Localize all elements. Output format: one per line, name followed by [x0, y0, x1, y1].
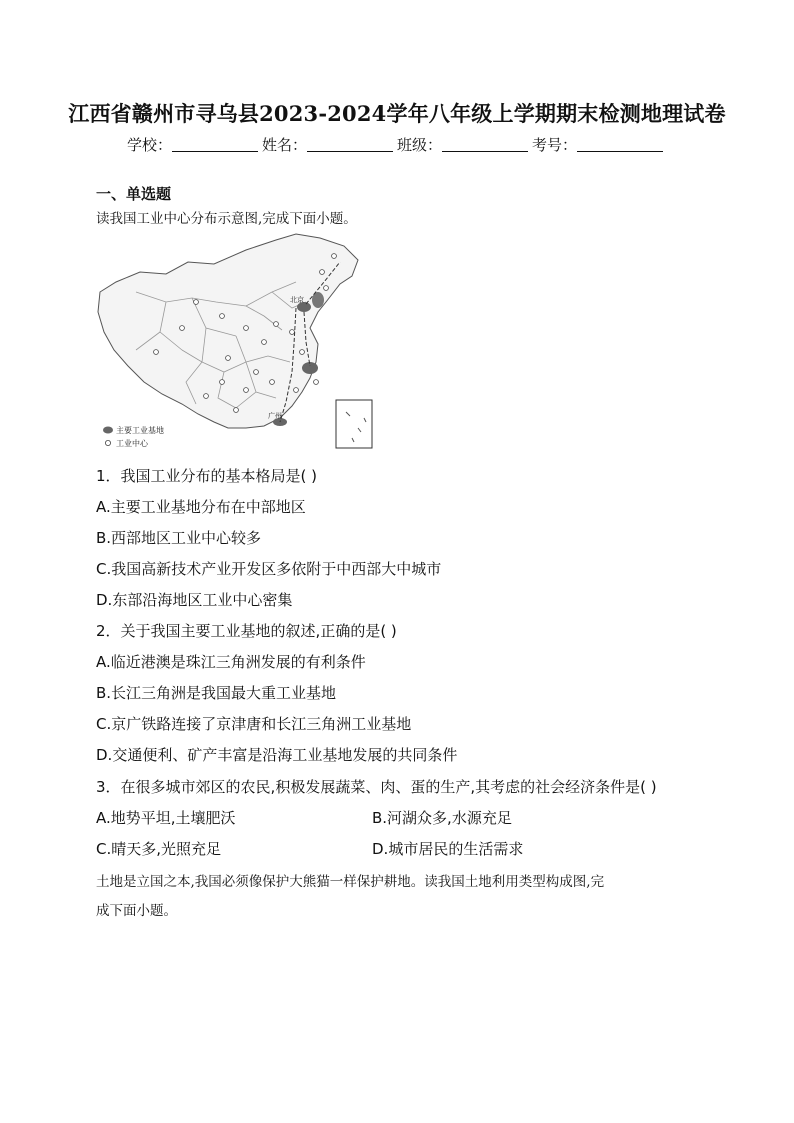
legend-base-label: 主要工业基地: [116, 426, 164, 435]
school-label: 学校：: [126, 136, 172, 154]
base-yangtze-delta: [302, 362, 318, 374]
label-guangzhou: 广州: [268, 412, 282, 420]
number-label: 考号：: [532, 136, 578, 154]
question-1-option-d[interactable]: D.东部沿海地区工业中心密集: [96, 591, 293, 609]
question-2-stem: 2．关于我国主要工业基地的叙述,正确的是( ): [96, 622, 397, 640]
question-3-option-b[interactable]: B.河湖众多,水源充足: [372, 809, 512, 827]
section-heading: 一、单选题: [96, 185, 172, 203]
question-2-option-a[interactable]: A.临近港澳是珠江三角洲发展的有利条件: [96, 653, 366, 671]
label-beijing: 北京: [290, 296, 304, 304]
question-2-option-d[interactable]: D.交通便利、矿产丰富是沿海工业基地发展的共同条件: [96, 746, 458, 764]
class-label: 班级：: [397, 136, 443, 154]
question-3-option-a[interactable]: A.地势平坦,土壤肥沃: [96, 809, 236, 827]
china-outline: [98, 234, 358, 428]
question-3-stem: 3．在很多城市郊区的农民,积极发展蔬菜、肉、蛋的生产,其考虑的社会经济条件是( ): [96, 778, 657, 796]
south-sea-inset: [336, 400, 372, 448]
exam-title: 江西省赣州市寻乌县2023-2024学年八年级上学期期末检测地理试卷: [68, 101, 726, 126]
number-blank[interactable]: [577, 137, 663, 152]
legend-center-icon: [105, 440, 110, 445]
question-1-stem: 1．我国工业分布的基本格局是( ): [96, 467, 318, 485]
student-info-line: [0, 134, 794, 155]
class-blank[interactable]: [442, 137, 528, 152]
question-3-option-c[interactable]: C.晴天多,光照充足: [96, 840, 222, 858]
question-2-option-c[interactable]: C.京广铁路连接了京津唐和长江三角洲工业基地: [96, 715, 412, 733]
legend-center-label: 工业中心: [116, 439, 148, 448]
passage-intro-2-line-2: 成下面小题。: [96, 903, 177, 919]
question-3-option-d[interactable]: D.城市居民的生活需求: [372, 840, 524, 858]
passage-intro-2-line-1: 土地是立国之本,我国必须像保护大熊猫一样保护耕地。读我国土地利用类型构成图,完: [96, 874, 605, 890]
school-blank[interactable]: [172, 137, 258, 152]
question-1-option-a[interactable]: A.主要工业基地分布在中部地区: [96, 498, 306, 516]
legend-base-icon: [103, 427, 113, 434]
question-1-option-c[interactable]: C.我国高新技术产业开发区多依附于中西部大中城市: [96, 560, 442, 578]
question-2-option-b[interactable]: B.长江三角洲是我国最大重工业基地: [96, 684, 337, 702]
china-industry-map: [96, 232, 386, 454]
question-1-option-b[interactable]: B.西部地区工业中心较多: [96, 529, 262, 547]
name-label: 姓名：: [261, 136, 307, 154]
passage-intro-1: 读我国工业中心分布示意图,完成下面小题。: [96, 211, 357, 227]
name-blank[interactable]: [307, 137, 393, 152]
